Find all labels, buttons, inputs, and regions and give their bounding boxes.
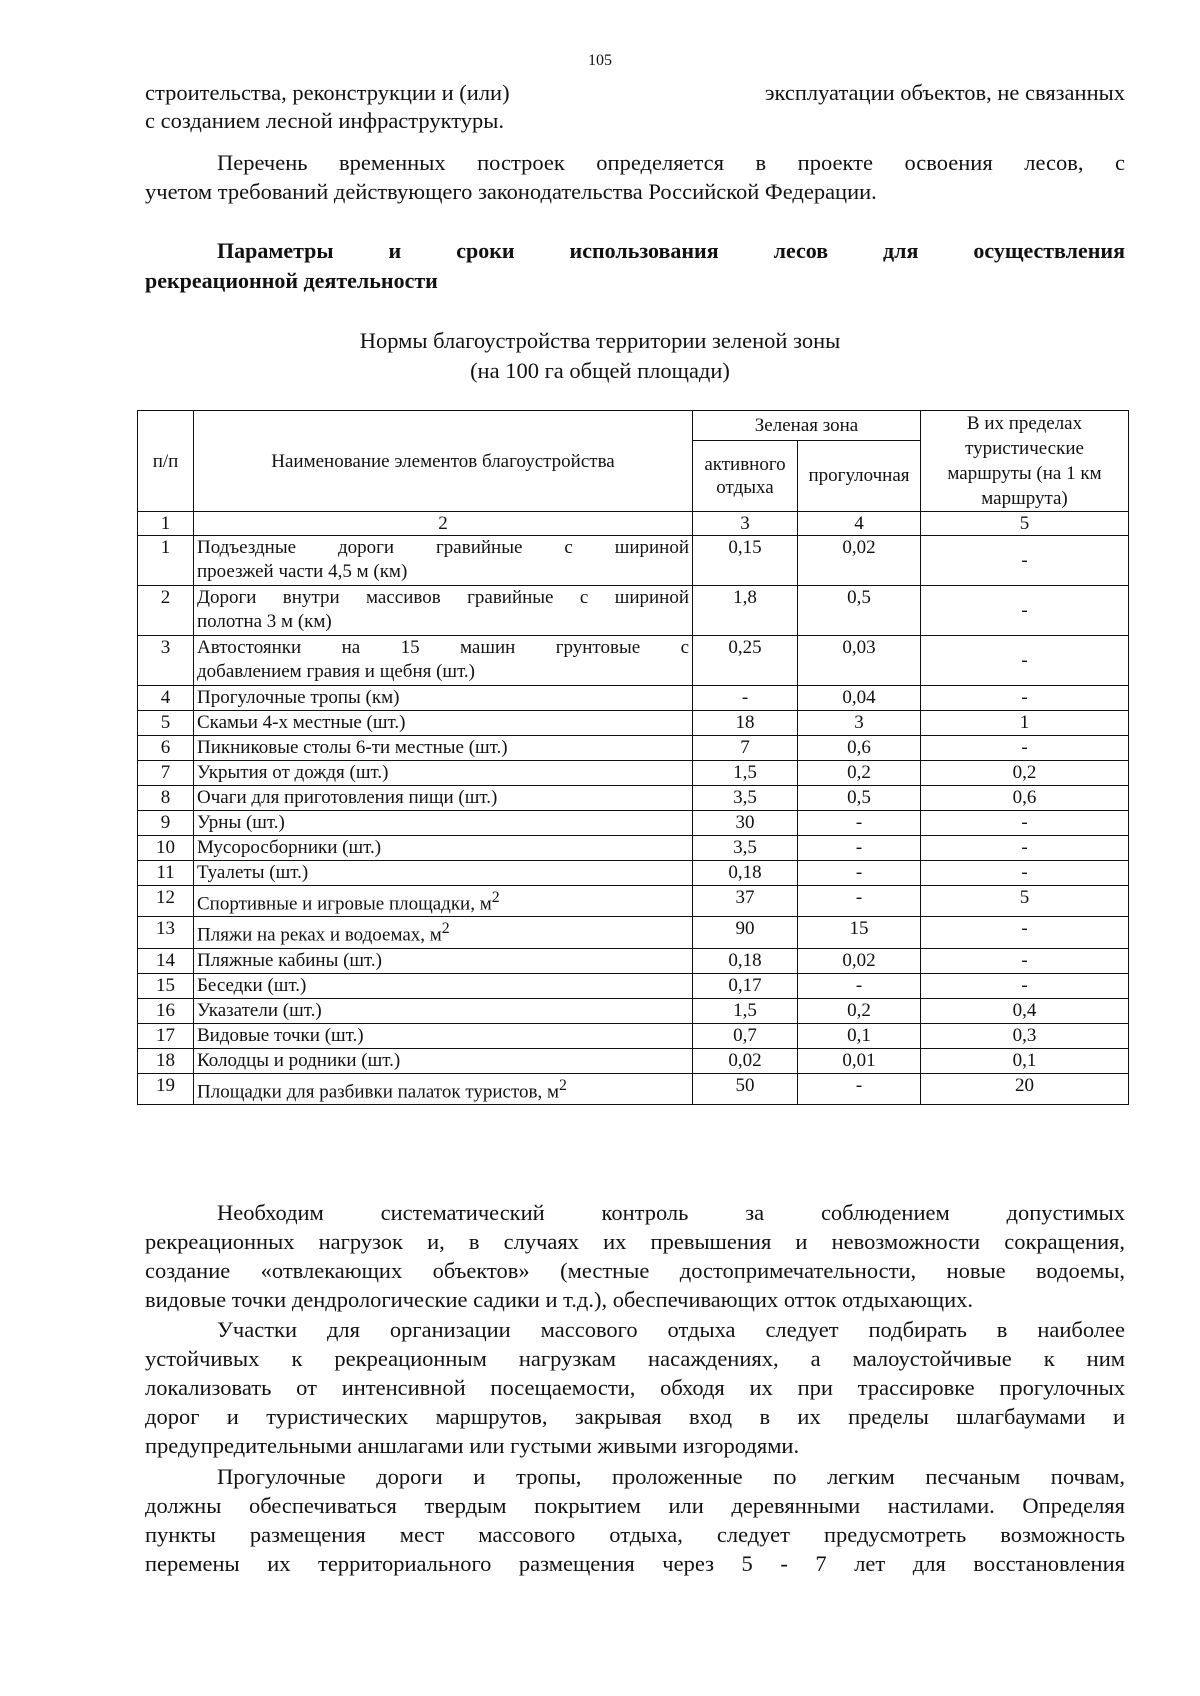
body-line: предупредительными аншлагами или густыми живыми изгородями. xyxy=(145,1433,800,1458)
row-number: 5 xyxy=(138,711,194,736)
section-heading-line-2: рекреационной деятельности xyxy=(145,268,438,293)
row-name xyxy=(194,536,693,586)
row-route: 0,4 xyxy=(921,998,1129,1023)
intro-para-2-line-1: Перечень временных построек определяется в проекте освоения лесов, с xyxy=(217,150,1125,175)
intro-line-1 xyxy=(145,78,1125,107)
row-active: 0,02 xyxy=(693,1048,798,1073)
row-active: 0,15 xyxy=(693,536,798,586)
table-row xyxy=(138,917,1129,948)
row-number: 7 xyxy=(138,761,194,786)
row-name: Беседки (шт.) xyxy=(194,973,693,998)
column-number: 1 xyxy=(138,512,194,536)
row-name: Указатели (шт.) xyxy=(194,998,693,1023)
row-active: 1,5 xyxy=(693,761,798,786)
row-route: - xyxy=(921,686,1129,711)
table-row xyxy=(138,786,1129,811)
row-name-text: Спортивные и игровые площадки, м xyxy=(197,893,492,915)
superscript: 2 xyxy=(559,1076,567,1094)
row-active: 1,8 xyxy=(693,586,798,636)
row-number: 11 xyxy=(138,861,194,886)
row-route: - xyxy=(921,973,1129,998)
intro-line-2: с созданием лесной инфраструктуры. xyxy=(145,108,505,133)
row-number: 19 xyxy=(138,1073,194,1104)
row-number: 8 xyxy=(138,786,194,811)
intro-line-1-left: строительства, реконструкции и (или) xyxy=(145,80,510,105)
column-numbers-row xyxy=(138,512,1129,536)
table-row xyxy=(138,886,1129,917)
header-num: п/п xyxy=(138,411,194,512)
table-row xyxy=(138,761,1129,786)
row-route: - xyxy=(921,917,1129,948)
table-row xyxy=(138,536,1129,586)
row-active: 90 xyxy=(693,917,798,948)
superscript: 2 xyxy=(491,889,500,906)
row-number: 14 xyxy=(138,948,194,973)
intro-line-1-right: эксплуатации объектов, не связанных xyxy=(764,80,1125,105)
body-line: рекреационных нагрузок и, в случаях их превышения и невозможности сокращения, xyxy=(145,1229,1125,1254)
table-row xyxy=(138,736,1129,761)
row-name-text: Пляжи на реках и водоемах, м xyxy=(197,924,442,946)
row-name: Колодцы и родники (шт.) xyxy=(194,1048,693,1073)
header-green-zone: Зеленая зона xyxy=(693,411,921,441)
row-number: 6 xyxy=(138,736,194,761)
body-line: пункты размещения мест массового отдыха, следует предусмотреть возможность xyxy=(145,1522,1125,1547)
header-routes: В их пределах туристические маршруты (на 1 км маршрута) xyxy=(921,411,1129,512)
row-route: - xyxy=(921,811,1129,836)
body-line: Необходим систематический контроль за соблюдением допустимых xyxy=(217,1200,1125,1225)
table-row xyxy=(138,973,1129,998)
table-row xyxy=(138,836,1129,861)
row-name-line-2: проезжей части 4,5 м (км) xyxy=(197,561,408,582)
body-line: перемены их территориального размещения через 5 - 7 лет для восстановления xyxy=(145,1551,1125,1576)
row-route: 20 xyxy=(921,1073,1129,1104)
column-number: 4 xyxy=(798,512,921,536)
row-active: 0,17 xyxy=(693,973,798,998)
section-heading-line-1: Параметры и сроки использования лесов для осуществления xyxy=(217,238,1125,263)
row-walk: - xyxy=(798,861,921,886)
column-number: 3 xyxy=(693,512,798,536)
table-row xyxy=(138,711,1129,736)
table-caption-line-2: (на 100 га общей площади) xyxy=(470,358,730,383)
row-walk: 0,1 xyxy=(798,1023,921,1048)
table-caption xyxy=(0,326,1200,386)
row-name xyxy=(194,636,693,686)
row-route: - xyxy=(921,861,1129,886)
section-heading xyxy=(145,236,1125,296)
row-active: 37 xyxy=(693,886,798,917)
row-walk: 0,03 xyxy=(798,636,921,686)
row-number: 10 xyxy=(138,836,194,861)
row-route: 5 xyxy=(921,886,1129,917)
body-line: устойчивых к рекреационным нагрузкам насаждениях, а малоустойчивые к ним xyxy=(145,1346,1125,1371)
column-number: 2 xyxy=(194,512,693,536)
row-walk: 0,04 xyxy=(798,686,921,711)
row-name: Мусоросборники (шт.) xyxy=(194,836,693,861)
row-walk: - xyxy=(798,1073,921,1104)
row-number: 3 xyxy=(138,636,194,686)
row-number: 13 xyxy=(138,917,194,948)
row-number: 16 xyxy=(138,998,194,1023)
row-name: Урны (шт.) xyxy=(194,811,693,836)
row-active: 30 xyxy=(693,811,798,836)
body-line: Участки для организации массового отдыха следует подбирать в наиболее xyxy=(217,1317,1125,1342)
row-walk: - xyxy=(798,811,921,836)
row-walk: 0,5 xyxy=(798,786,921,811)
table-row xyxy=(138,811,1129,836)
row-number: 9 xyxy=(138,811,194,836)
table-row xyxy=(138,636,1129,686)
row-name-line-1: Дороги внутри массивов гравийные с шириной xyxy=(197,587,689,608)
column-number: 5 xyxy=(921,512,1129,536)
row-name: Пляжные кабины (шт.) xyxy=(194,948,693,973)
row-active: - xyxy=(693,686,798,711)
row-name xyxy=(194,886,693,917)
header-walk: прогулочная xyxy=(798,440,921,511)
body-line: должны обеспечиваться твердым покрытием или деревянными настилами. Определяя xyxy=(145,1493,1125,1518)
row-name xyxy=(194,1073,693,1104)
row-walk: 0,01 xyxy=(798,1048,921,1073)
table-row xyxy=(138,586,1129,636)
row-walk: - xyxy=(798,886,921,917)
row-name-line-2: добавлением гравия и щебня (шт.) xyxy=(197,661,476,682)
row-walk: 3 xyxy=(798,711,921,736)
row-active: 7 xyxy=(693,736,798,761)
table-row xyxy=(138,1048,1129,1073)
row-number: 12 xyxy=(138,886,194,917)
row-route: 0,3 xyxy=(921,1023,1129,1048)
row-active: 0,18 xyxy=(693,948,798,973)
row-name xyxy=(194,917,693,948)
row-active: 0,18 xyxy=(693,861,798,886)
row-active: 1,5 xyxy=(693,998,798,1023)
row-name: Туалеты (шт.) xyxy=(194,861,693,886)
row-route: - xyxy=(921,536,1129,586)
row-name: Скамьи 4-х местные (шт.) xyxy=(194,711,693,736)
row-active: 3,5 xyxy=(693,786,798,811)
row-walk: 0,5 xyxy=(798,586,921,636)
row-name-line-1: Подъездные дороги гравийные с шириной xyxy=(197,537,689,558)
body-line: создание «отвлекающих объектов» (местные достопримечательности, новые водоемы, xyxy=(145,1258,1125,1283)
row-number: 1 xyxy=(138,536,194,586)
row-walk: 0,2 xyxy=(798,998,921,1023)
table-caption-line-1: Нормы благоустройства территории зеленой зоны xyxy=(359,328,841,353)
table-row xyxy=(138,998,1129,1023)
table-row xyxy=(138,686,1129,711)
row-number: 17 xyxy=(138,1023,194,1048)
row-name-line-2: полотна 3 м (км) xyxy=(197,611,332,632)
row-route: 0,2 xyxy=(921,761,1129,786)
row-name: Укрытия от дождя (шт.) xyxy=(194,761,693,786)
row-route: - xyxy=(921,836,1129,861)
row-active: 3,5 xyxy=(693,836,798,861)
row-route: 1 xyxy=(921,711,1129,736)
row-walk: 0,02 xyxy=(798,536,921,586)
table-row xyxy=(138,1023,1129,1048)
row-number: 2 xyxy=(138,586,194,636)
row-active: 0,25 xyxy=(693,636,798,686)
body-line: дорог и туристических маршрутов, закрывая вход в их пределы шлагбаумами и xyxy=(145,1404,1125,1429)
body-line: видовые точки дендрологические садики и т.д.), обеспечивающих отток отдыхающих. xyxy=(145,1287,974,1312)
row-active: 50 xyxy=(693,1073,798,1104)
row-walk: 0,2 xyxy=(798,761,921,786)
row-route: 0,1 xyxy=(921,1048,1129,1073)
body-line: локализовать от интенсивной посещаемости, обходя их при трассировке прогулочных xyxy=(145,1375,1125,1400)
page-number: 105 xyxy=(588,52,612,69)
row-route: - xyxy=(921,736,1129,761)
row-name: Очаги для приготовления пищи (шт.) xyxy=(194,786,693,811)
row-active: 18 xyxy=(693,711,798,736)
row-walk: 0,02 xyxy=(798,948,921,973)
norms-table xyxy=(137,410,1129,1105)
row-name-line-1: Автостоянки на 15 машин грунтовые с xyxy=(197,637,689,658)
superscript: 2 xyxy=(441,920,450,938)
row-name: Видовые точки (шт.) xyxy=(194,1023,693,1048)
row-walk: - xyxy=(798,973,921,998)
row-name-text: Площадки для разбивки палаток туристов, м xyxy=(197,1080,560,1102)
row-name: Прогулочные тропы (км) xyxy=(194,686,693,711)
row-number: 4 xyxy=(138,686,194,711)
intro-para-2-line-2: учетом требований действующего законодательства Российской Федерации. xyxy=(145,179,877,204)
table-row xyxy=(138,1073,1129,1104)
body-line: Прогулочные дороги и тропы, проложенные по легким песчаным почвам, xyxy=(217,1464,1125,1489)
row-route: - xyxy=(921,948,1129,973)
row-route: - xyxy=(921,636,1129,686)
row-route: 0,6 xyxy=(921,786,1129,811)
row-walk: 15 xyxy=(798,917,921,948)
row-name: Пикниковые столы 6-ти местные (шт.) xyxy=(194,736,693,761)
row-walk: 0,6 xyxy=(798,736,921,761)
row-number: 15 xyxy=(138,973,194,998)
header-active: активного отдыха xyxy=(693,440,798,511)
table-row xyxy=(138,948,1129,973)
row-route: - xyxy=(921,586,1129,636)
header-name: Наименование элементов благоустройства xyxy=(194,411,693,512)
row-active: 0,7 xyxy=(693,1023,798,1048)
row-walk: - xyxy=(798,836,921,861)
table-row xyxy=(138,861,1129,886)
row-name xyxy=(194,586,693,636)
row-number: 18 xyxy=(138,1048,194,1073)
